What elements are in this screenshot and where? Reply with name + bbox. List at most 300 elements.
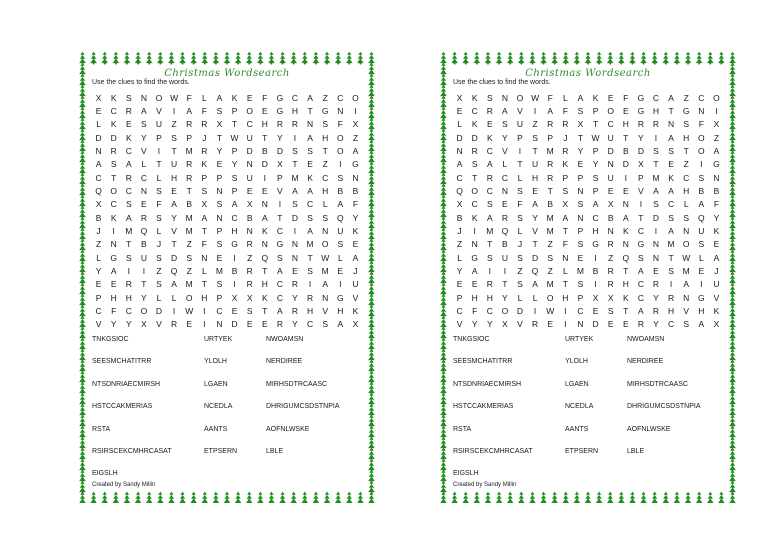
grid-letter: X [141,319,147,330]
grid-letter: R [291,279,299,290]
grid-letter: O [713,92,720,103]
grid-letter: S [201,185,208,196]
grid-letter: G [637,92,645,103]
grid-letter: U [246,132,253,143]
christmas-tree-icon [368,470,375,483]
grid-letter: Z [683,159,689,170]
grid-letter: Y [456,265,463,276]
grid-letter: U [171,159,178,170]
grid-letter: Z [186,265,192,276]
grid-letter: H [201,292,208,303]
grid-letter: A [277,265,283,276]
grid-letter: N [698,105,705,116]
grid-letter: Q [261,252,269,263]
grid-letter: R [140,212,147,223]
grid-letter: R [668,292,675,303]
christmas-tree-icon [368,393,375,406]
grid-letter: B [607,212,614,223]
grid-letter: K [562,159,569,170]
christmas-tree-icon [729,74,736,87]
christmas-tree-icon [79,459,86,472]
grid-letter: I [639,199,643,210]
grid-letter: D [171,252,178,263]
christmas-tree-icon [368,250,375,263]
grid-letter: C [276,225,283,236]
grid-letter: E [231,305,238,316]
grid-letter: T [623,305,629,316]
clue-item: YLOLH [204,358,227,366]
grid-letter: S [231,172,238,183]
christmas-tree-icon [368,448,375,461]
grid-letter: H [562,292,569,303]
grid-letter: I [293,132,297,143]
christmas-tree-icon [79,283,86,296]
grid-letter: E [246,185,253,196]
grid-letter: Y [125,319,132,330]
christmas-tree-icon [79,162,86,175]
christmas-tree-icon [729,349,736,362]
christmas-tree-icon [729,371,736,384]
grid-letter: T [307,252,313,263]
grid-letter: P [577,172,584,183]
grid-letter: R [201,119,208,130]
grid-letter: F [201,239,207,250]
grid-letter: S [337,172,344,183]
grid-letter: R [532,319,539,330]
christmas-tree-icon [79,437,86,450]
christmas-tree-icon [79,151,86,164]
christmas-tree-icon [440,316,447,329]
christmas-tree-icon [607,492,614,503]
grid-letter: E [532,185,538,196]
grid-letter: R [201,145,208,156]
grid-letter: C [276,292,283,303]
grid-letter: C [125,185,132,196]
grid-letter: C [668,199,675,210]
grid-letter: V [713,292,720,303]
christmas-tree-icon [729,437,736,450]
grid-letter: M [486,225,494,236]
grid-letter: N [562,252,569,263]
christmas-tree-icon [79,195,86,208]
grid-letter: R [291,305,299,316]
grid-letter: J [202,132,207,143]
grid-letter: O [110,185,117,196]
christmas-tree-icon [246,492,253,503]
christmas-tree-icon [368,217,375,230]
grid-letter: G [352,159,359,170]
grid-letter: S [216,239,223,250]
grid-letter: A [713,252,720,263]
grid-letter: W [546,305,555,316]
clue-item: HSTCCAKMERIAS [92,403,153,411]
clue-item: TNKGSIOC [92,336,129,343]
grid-letter: P [231,185,238,196]
grid-letter: N [337,105,344,116]
christmas-tree-icon [562,492,569,503]
grid-letter: S [547,252,554,263]
christmas-tree-icon [168,492,175,503]
worksheet-left [77,52,377,503]
christmas-tree-icon [729,250,736,263]
grid-letter: D [276,145,283,156]
grid-letter: S [668,145,674,156]
grid-letter: A [668,185,674,196]
grid-letter: C [456,172,463,183]
grid-letter: R [246,279,253,290]
christmas-tree-icon [368,404,375,417]
clue-item: EIGSLH [92,470,118,478]
grid-letter: D [592,319,599,330]
grid-letter: A [638,305,644,316]
christmas-tree-icon [729,327,736,340]
clue-item: RSIRSCEKCMHRCASAT [92,447,172,455]
grid-letter: C [110,199,117,210]
clue-item: AANTS [204,425,228,433]
grid-letter: H [683,132,690,143]
grid-letter: G [276,105,284,116]
grid-letter: M [185,279,193,290]
christmas-tree-icon [79,85,86,98]
clue-item: HSTCCAKMERIAS [453,403,514,411]
grid-letter: H [683,185,690,196]
grid-letter: X [713,119,720,130]
grid-letter: R [652,305,660,316]
grid-letter: G [592,239,599,250]
grid-letter: T [472,172,478,183]
christmas-tree-icon [79,470,86,483]
grid-letter: M [215,265,223,276]
grid-letter: S [216,105,223,116]
grid-letter: I [339,279,342,290]
grid-letter: V [517,319,523,330]
grid-letter: D [471,132,478,143]
grid-letter: J [517,239,523,250]
grid-letter: H [231,225,238,236]
christmas-tree-icon [574,492,581,503]
christmas-tree-icon [90,492,97,503]
grid-letter: M [321,265,329,276]
christmas-tree-icon [324,492,331,503]
clue-item [627,467,723,489]
grid-letter: F [713,199,720,210]
clue-item: LBLE [627,447,645,455]
christmas-tree-icon [729,459,736,472]
christmas-tree-icon [496,492,503,503]
credit: Created by Sandy Millin [92,482,156,488]
grid-letter: U [607,172,614,183]
grid-letter: A [186,105,193,116]
grid-letter: G [231,239,238,250]
christmas-tree-icon [729,118,736,131]
grid-letter: X [577,119,584,130]
grid-letter: O [682,239,690,250]
grid-letter: S [668,265,674,276]
grid-letter: Y [110,319,117,330]
christmas-tree-icon [729,195,736,208]
grid-letter: B [186,199,193,210]
grid-letter: N [471,239,478,250]
grid-letter: A [532,279,538,290]
grid-letter: Y [277,132,283,143]
grid-letter: F [111,305,117,316]
grid-letter: C [337,92,344,103]
grid-letter: E [216,159,223,170]
grid-letter: R [186,119,193,130]
grid-letter: V [277,185,283,196]
christmas-tree-icon [368,195,375,208]
christmas-tree-icon [729,294,736,307]
christmas-tree-icon [146,492,153,503]
grid-letter: C [637,279,644,290]
grid-letter: E [607,319,614,330]
grid-letter: F [201,105,207,116]
grid-letter: A [231,199,238,210]
clue-item: NERDIREE [266,358,303,366]
grid-letter: B [337,185,344,196]
christmas-tree-icon [79,107,86,120]
grid-letter: Y [592,159,599,170]
christmas-tree-icon [440,195,447,208]
grid-letter: X [352,119,359,130]
grid-letter: X [607,292,614,303]
clue-item: AOFNLWSKE [627,425,671,433]
grid-letter: D [607,145,614,156]
grid-letter: D [231,319,238,330]
grid-letter: E [577,252,584,263]
grid-letter: D [456,132,463,143]
grid-letter: V [322,305,329,316]
grid-letter: A [95,159,102,170]
grid-letter: I [594,252,597,263]
christmas-tree-icon [440,107,447,120]
christmas-tree-icon [729,283,736,296]
christmas-tree-icon [368,107,375,120]
grid-letter: R [276,119,283,130]
christmas-tree-icon [368,52,375,64]
christmas-tree-icon [729,129,736,142]
grid-letter: S [638,252,644,263]
christmas-tree-icon [440,294,447,307]
grid-letter: O [352,92,359,103]
clue-item: RSTA [92,425,111,433]
grid-letter: C [125,145,132,156]
christmas-tree-icon [440,206,447,219]
christmas-tree-icon [729,426,736,439]
grid-letter: T [141,279,147,290]
grid-letter: S [698,239,705,250]
grid-letter: A [562,212,569,223]
grid-letter: C [698,92,705,103]
grid-letter: H [110,292,117,303]
grid-letter: I [339,159,342,170]
clue-item: EIGSLH [453,470,479,478]
grid-letter: K [125,132,132,143]
grid-letter: N [622,199,629,210]
grid-letter: P [456,292,463,303]
grid-letter: N [501,92,508,103]
grid-letter: N [140,92,147,103]
grid-letter: T [262,265,268,276]
grid-letter: T [322,145,328,156]
grid-letter: M [576,265,584,276]
grid-letter: A [307,92,313,103]
grid-letter: A [456,159,463,170]
christmas-tree-icon [368,360,375,373]
grid-letter: R [486,172,493,183]
grid-letter: L [171,292,177,303]
grid-letter: N [622,239,629,250]
grid-letter: A [713,145,720,156]
christmas-tree-icon [101,492,108,503]
grid-letter: G [637,239,645,250]
christmas-tree-icon [79,382,86,395]
christmas-tree-icon [729,492,736,503]
christmas-tree-icon [368,371,375,384]
grid-letter: C [471,105,478,116]
christmas-tree-icon [507,492,514,503]
christmas-tree-icon [368,261,375,274]
grid-letter: F [262,92,268,103]
grid-letter: U [698,225,705,236]
grid-letter: R [652,279,660,290]
christmas-tree-icon [368,96,375,109]
grid-letter: T [171,239,177,250]
christmas-tree-icon [585,492,592,503]
grid-letter: E [186,319,193,330]
grid-letter: Y [577,145,584,156]
grid-letter: G [713,159,720,170]
christmas-tree-icon [729,404,736,417]
christmas-tree-icon [257,492,264,503]
christmas-tree-icon [729,52,736,64]
grid-letter: Z [532,119,538,130]
christmas-tree-icon [79,371,86,384]
christmas-tree-icon [368,118,375,131]
grid-letter: X [638,159,644,170]
grid-letter: D [246,145,253,156]
grid-letter: W [321,252,330,263]
grid-letter: E [622,105,629,116]
grid-letter: U [532,159,539,170]
grid-letter: Y [292,319,298,330]
christmas-tree-icon [79,305,86,318]
grid-letter: Y [502,292,508,303]
grid-letter: E [307,159,313,170]
grid-letter: Y [638,132,644,143]
grid-letter: F [562,105,568,116]
grid-letter: A [668,92,674,103]
grid-letter: R [607,265,614,276]
grid-letter: I [488,265,491,276]
grid-letter: S [322,119,329,130]
christmas-tree-icon [729,338,736,351]
grid-letter: N [577,319,584,330]
grid-letter: K [352,305,359,316]
grid-letter: G [337,292,344,303]
grid-letter: S [517,279,523,290]
christmas-tree-icon [190,492,197,503]
grid-letter: M [185,225,193,236]
grid-letter: A [125,212,132,223]
grid-letter: R [652,119,660,130]
grid-letter: N [607,159,614,170]
grid-letter: C [95,305,102,316]
grid-letter: N [261,199,268,210]
grid-letter: D [291,212,299,223]
grid-letter: D [652,212,660,223]
christmas-tree-icon [79,118,86,131]
christmas-tree-icon [79,63,86,76]
christmas-tree-icon [462,492,469,503]
grid-letter: Y [141,132,147,143]
christmas-tree-icon [440,426,447,439]
grid-letter: P [201,172,208,183]
christmas-tree-icon [440,437,447,450]
christmas-tree-icon [440,481,447,494]
grid-letter: L [96,119,101,130]
grid-letter: L [156,172,162,183]
grid-letter: Q [95,185,102,196]
grid-letter: Z [171,119,177,130]
grid-letter: E [653,265,659,276]
grid-letter: C [276,279,283,290]
grid-letter: K [622,225,629,236]
christmas-tree-icon [729,448,736,461]
christmas-tree-icon [157,492,164,503]
grid-letter: P [577,292,584,303]
christmas-tree-icon [440,371,447,384]
grid-letter: T [231,119,238,130]
worksheet-title: Christmas Wordsearch [164,68,290,79]
grid-letter: I [503,265,507,276]
grid-letter: X [277,159,283,170]
grid-letter: I [669,279,673,290]
grid-letter: E [261,105,268,116]
christmas-tree-icon [440,283,447,296]
grid-letter: D [532,252,539,263]
grid-letter: M [667,239,675,250]
christmas-tree-icon [368,151,375,164]
grid-letter: C [652,92,660,103]
grid-letter: P [216,172,223,183]
grid-letter: B [231,265,238,276]
grid-letter: M [125,225,133,236]
christmas-tree-icon [596,492,603,503]
grid-letter: S [502,119,508,130]
grid-letter: R [607,239,614,250]
grid-letter: V [532,225,538,236]
grid-letter: A [698,199,705,210]
grid-letter: E [261,185,268,196]
clue-item: URTYEK [204,336,233,343]
grid-letter: Z [247,252,253,263]
clue-item: DHRIGUMCSDSTNPIA [627,403,701,411]
grid-letter: W [591,132,600,143]
grid-letter: R [125,279,132,290]
grid-letter: H [622,119,629,130]
christmas-tree-icon [440,129,447,142]
grid-letter: V [517,105,523,116]
christmas-tree-icon [335,492,342,503]
clue-item: ETPSERN [565,447,599,455]
grid-letter: A [277,305,283,316]
christmas-tree-icon [729,382,736,395]
grid-letter: Y [486,319,493,330]
grid-letter: U [352,279,359,290]
clue-item [266,467,362,489]
clue-item: NTSDNRIAECMIRSH [92,380,161,388]
